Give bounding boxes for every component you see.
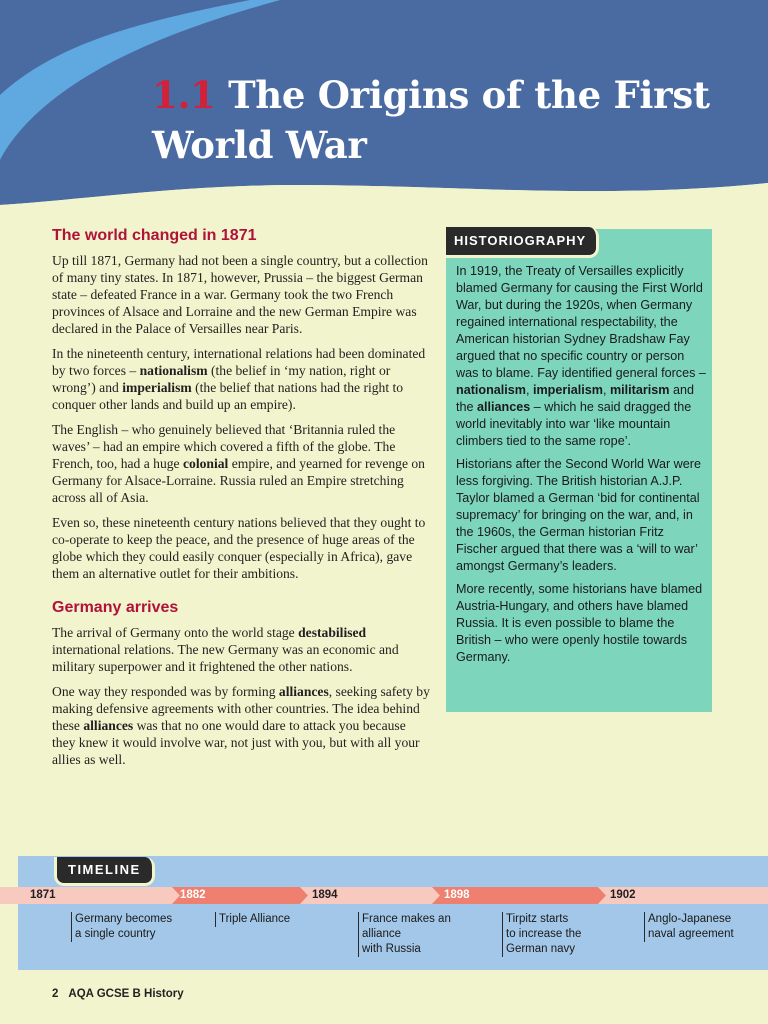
text: – which he said dragged the world inevitably into war ‘like mountain climbers tied to the same rope’. (456, 400, 692, 448)
page-title (152, 70, 732, 170)
historiography-paragraph-1 (456, 263, 706, 450)
historiography-tab: HISTORIOGRAPHY (446, 227, 599, 258)
page-number: 2 (52, 988, 59, 1000)
paragraph-2 (52, 345, 430, 413)
timeline-year-1882: 1882 (180, 889, 206, 901)
event-line: Triple Alliance (219, 913, 291, 925)
paragraph-6 (52, 683, 430, 768)
key-term-alliances: alliances (83, 718, 134, 733)
text: international relations. The new Germany was an economic and military superpower and it frightened the other nations. (52, 642, 399, 674)
key-term-destabilised: destabilised (298, 625, 367, 640)
paragraph-1: Up till 1871, Germany had not been a single country, but a collection of many tiny states. In 1871, however, Prussia – the biggest German state – defeated France in a war. Germany took the two French provinces of Alsace and Lorraine and the new German Empire was declared in the Palace of Versailles near Paris. (52, 253, 428, 336)
event-line: a single country (75, 928, 156, 940)
timeline-bar (0, 887, 768, 904)
timeline-event-1902 (644, 912, 734, 942)
key-term-alliances: alliances (278, 684, 329, 699)
historiography-text (456, 263, 706, 672)
section-heading-germany-arrives: Germany arrives (52, 599, 179, 616)
book-title: AQA GCSE B History (68, 988, 184, 1000)
paragraph-4: Even so, these nineteenth century nations believed that they ought to co-operate to keep the peace, and the presence of huge areas of the globe which they could easily conquer (especially in Africa), gave them an alternative outlet for their ambitions. (52, 515, 426, 581)
event-line: alliance (362, 928, 401, 940)
text: One way they responded was by forming (52, 684, 279, 699)
title-text: The Origins of the First World War (152, 73, 710, 167)
event-line: Anglo-Japanese (648, 913, 732, 925)
text: The English – who genuinely believed that ‘Britannia ruled the waves’ – had an empire which covered a fifth of the globe. The French, too, had a huge (52, 422, 396, 471)
key-term-nationalism: nationalism (456, 383, 526, 397)
event-line: to increase the (506, 928, 582, 940)
historiography-paragraph-3: More recently, some historians have blamed Austria-Hungary, and others have blamed Russia. It is even possible to blame the British – who were openly hostile towards Germany. (456, 582, 703, 664)
text: In the nineteenth century, international relations had been dominated by two forces – (52, 346, 426, 378)
title-number: 1.1 (152, 73, 216, 117)
event-line: German navy (506, 943, 576, 955)
timeline-year-1871: 1871 (30, 889, 56, 901)
historiography-paragraph-2: Historians after the Second World War were less forgiving. The British historian A.J.P. Taylor blamed a German ‘bid for continental supremacy’ for bringing on the war, and, in the 1960s, the German historian Fritz Fischer argued that there was a ‘will to war’ amongst Germany’s leaders. (456, 457, 701, 573)
timeline-event-1871 (71, 912, 172, 942)
event-line: naval agreement (648, 928, 734, 940)
timeline-year-1898: 1898 (444, 889, 470, 901)
text: (the belief in ‘my nation, right or wrong’) and (52, 363, 391, 395)
event-line: with Russia (362, 943, 421, 955)
paragraph-5 (52, 624, 430, 675)
main-text-column (52, 226, 430, 776)
text: empire, and yearned for revenge on Germany for Alsace-Lorraine. Russia ruled an Empire stretching across all of Asia. (52, 456, 425, 505)
event-line: Tirpitz starts (506, 913, 569, 925)
event-line: Germany becomes (75, 913, 173, 925)
key-term-colonial: colonial (183, 456, 229, 471)
event-line: France makes an (362, 913, 451, 925)
text: , (602, 383, 610, 397)
text: , seeking safety by making defensive agreements with other countries. The idea behind these (52, 684, 430, 733)
key-term-militarism: militarism (609, 383, 670, 397)
text: and the (456, 383, 694, 414)
key-term-imperialism: imperialism (532, 383, 603, 397)
text: In 1919, the Treaty of Versailles explicitly blamed Germany for causing the First World War, but during the 1920s, when Germany regained international respectability, the American historian Sydney Bradshaw Fay argued that no specific country or person was to blame. Fay identified general forces – (456, 264, 706, 380)
page-header (0, 0, 768, 215)
section-heading-world-changed: The world changed in 1871 (52, 227, 257, 244)
timeline-year-1894: 1894 (312, 889, 338, 901)
timeline-year-1902: 1902 (610, 889, 636, 901)
paragraph-3 (52, 421, 430, 506)
text: was that no one would dare to attack you because they knew it would involve war, not just with you, but with all your allies as well. (52, 718, 420, 767)
key-term-imperialism: imperialism (122, 380, 192, 395)
timeline-event-1882 (215, 912, 290, 927)
page-footer (52, 988, 184, 1000)
timeline-event-1898 (502, 912, 581, 957)
key-term-alliances: alliances (477, 400, 531, 414)
timeline-event-1894 (358, 912, 451, 957)
text: The arrival of Germany onto the world stage (52, 625, 299, 640)
key-term-nationalism: nationalism (139, 363, 208, 378)
timeline-tab: TIMELINE (54, 857, 155, 886)
text: (the belief that nations had the right to conquer other lands and build up an empire). (52, 380, 404, 412)
text: , (525, 383, 533, 397)
